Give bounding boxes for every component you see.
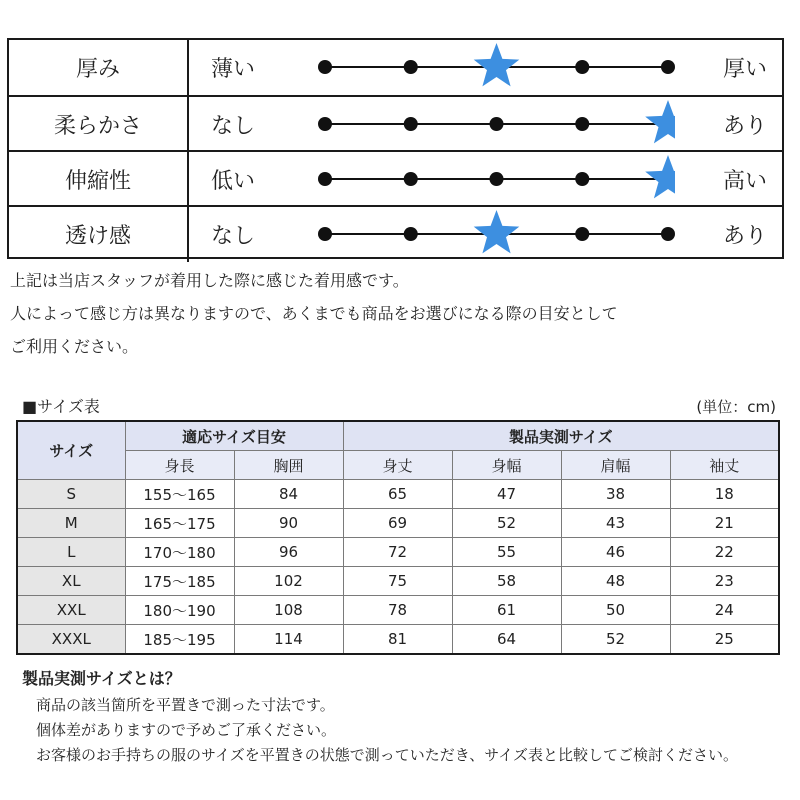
table-cell: 185～195 (125, 625, 234, 655)
table-cell: 170～180 (125, 538, 234, 567)
feel-label: 厚み (9, 40, 189, 95)
feel-row-stretch (9, 150, 782, 207)
measure-title: 製品実測サイズとは？ (22, 669, 181, 688)
table-cell: 65 (343, 480, 452, 509)
col-header: 身幅 (452, 451, 561, 480)
table-cell: 81 (343, 625, 452, 655)
table-cell: 55 (452, 538, 561, 567)
table-cell: 38 (561, 480, 670, 509)
feel-low-label: なし (211, 224, 256, 249)
feel-table (7, 38, 784, 259)
scale-dot (575, 227, 589, 241)
feel-scale (305, 40, 675, 95)
feel-low-label: 薄い (211, 57, 256, 82)
feel-high-label: あり (723, 114, 768, 139)
col-header: 身長 (125, 451, 234, 480)
table-cell: 52 (452, 509, 561, 538)
measure-line: 商品の該当箇所を平置きで測った寸法です。 (36, 696, 335, 714)
feel-label: 透け感 (9, 207, 189, 262)
table-cell: 18 (670, 480, 779, 509)
table-cell: 47 (452, 480, 561, 509)
table-cell: 69 (343, 509, 452, 538)
scale-dot (318, 172, 332, 186)
size-table (16, 420, 780, 655)
table-cell: 25 (670, 625, 779, 655)
table-cell: 75 (343, 567, 452, 596)
feel-label: 柔らかさ (9, 97, 189, 152)
group-fit-guide: 適応サイズ目安 (125, 421, 343, 451)
measure-line: 個体差がありますので予めご了承ください。 (36, 721, 337, 739)
feel-low-label: 低い (211, 169, 256, 194)
measure-line: お客様のお手持ちの服のサイズを平置きの状態で測っていただき、サイズ表と比較してご検討ください。 (36, 746, 739, 764)
table-cell: 24 (670, 596, 779, 625)
scale-dot (404, 60, 418, 74)
feel-scale (305, 152, 675, 207)
note-line: 人によって感じ方は異なりますので、あくまでも商品をお選びになる際の目安として (10, 304, 618, 323)
size-table-caption: ■サイズ表 (22, 397, 100, 416)
feel-label: 伸縮性 (9, 152, 189, 207)
scale-dot (490, 172, 504, 186)
table-row (17, 596, 779, 625)
table-cell: 175～185 (125, 567, 234, 596)
feel-row-sheerness (9, 205, 782, 262)
table-cell: 108 (234, 596, 343, 625)
size-cell: M (17, 509, 125, 538)
col-header: 袖丈 (670, 451, 779, 480)
feel-high-label: 高い (723, 169, 768, 194)
size-cell: S (17, 480, 125, 509)
scale-dot (661, 60, 675, 74)
table-cell: 58 (452, 567, 561, 596)
table-cell: 23 (670, 567, 779, 596)
size-cell: L (17, 538, 125, 567)
table-cell: 180～190 (125, 596, 234, 625)
table-cell: 21 (670, 509, 779, 538)
feel-high-label: 厚い (723, 57, 768, 82)
scale-dot (404, 117, 418, 131)
scale-dot (404, 172, 418, 186)
scale-dot (575, 60, 589, 74)
group-actual-size: 製品実測サイズ (343, 421, 779, 451)
table-cell: 22 (670, 538, 779, 567)
size-cell: XL (17, 567, 125, 596)
scale-dot (490, 117, 504, 131)
table-row (17, 509, 779, 538)
table-cell: 64 (452, 625, 561, 655)
table-cell: 90 (234, 509, 343, 538)
note-line: 上記は当店スタッフが着用した際に感じた着用感です。 (10, 271, 409, 290)
scale-dot (318, 117, 332, 131)
table-cell: 50 (561, 596, 670, 625)
table-cell: 102 (234, 567, 343, 596)
table-cell: 43 (561, 509, 670, 538)
table-cell: 48 (561, 567, 670, 596)
table-cell: 61 (452, 596, 561, 625)
table-cell: 78 (343, 596, 452, 625)
feel-row-softness (9, 95, 782, 152)
scale-dot (661, 227, 675, 241)
table-cell: 52 (561, 625, 670, 655)
scale-dot (575, 117, 589, 131)
table-cell: 155～165 (125, 480, 234, 509)
col-header: 胸囲 (234, 451, 343, 480)
table-cell: 114 (234, 625, 343, 655)
star-icon (645, 100, 675, 143)
table-row (17, 625, 779, 655)
feel-scale (305, 97, 675, 152)
feel-scale (305, 207, 675, 262)
table-row (17, 567, 779, 596)
col-header: 肩幅 (561, 451, 670, 480)
table-cell: 46 (561, 538, 670, 567)
scale-dot (404, 227, 418, 241)
size-cell: XXL (17, 596, 125, 625)
table-cell: 84 (234, 480, 343, 509)
col-header: 身丈 (343, 451, 452, 480)
table-cell: 96 (234, 538, 343, 567)
table-cell: 165～175 (125, 509, 234, 538)
star-icon (645, 155, 675, 198)
table-row (17, 538, 779, 567)
size-header: サイズ (17, 421, 125, 480)
scale-dot (318, 60, 332, 74)
star-icon (474, 210, 520, 253)
unit-label: (単位：cm) (696, 398, 776, 416)
note-line: ご利用ください。 (10, 337, 139, 356)
feel-high-label: あり (723, 224, 768, 249)
feel-row-thickness (9, 40, 782, 95)
size-cell: XXXL (17, 625, 125, 655)
feel-low-label: なし (211, 114, 256, 139)
star-icon (474, 43, 520, 86)
scale-dot (318, 227, 332, 241)
scale-dot (575, 172, 589, 186)
table-cell: 72 (343, 538, 452, 567)
table-row (17, 480, 779, 509)
